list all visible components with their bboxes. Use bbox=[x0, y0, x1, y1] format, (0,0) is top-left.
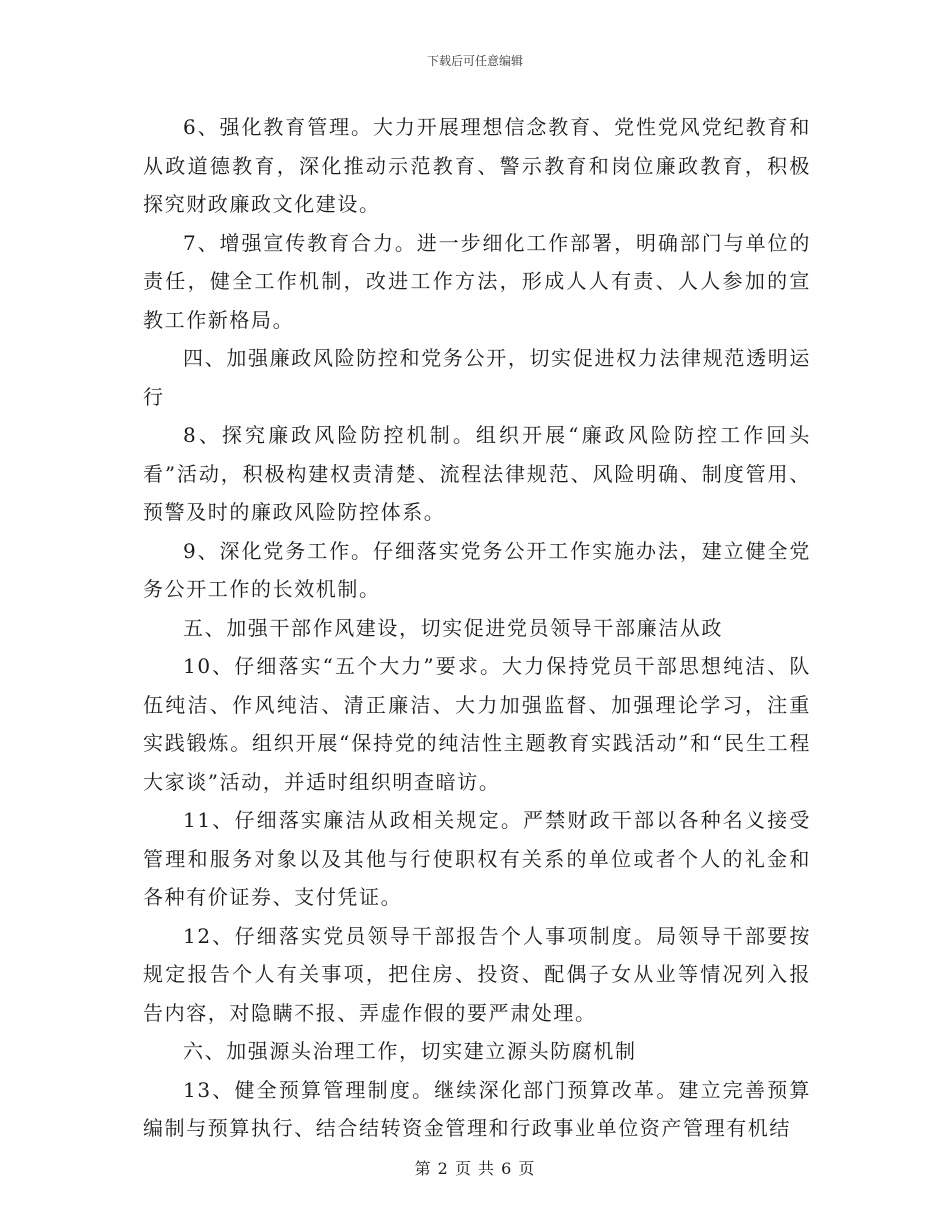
paragraph-9: 9、深化党务工作。仔细落实党务公开工作实施办法，建立健全党务公开工作的长效机制。 bbox=[143, 538, 811, 601]
paragraph-12: 12、仔细落实党员领导干部报告个人事项制度。局领导干部要按规定报告个人有关事项，把住房、投资、配偶子女从业等情况列入报告内容，对隐瞒不报、弄虚作假的要严肃处理。 bbox=[143, 923, 811, 1025]
paragraph-7: 7、增强宣传教育合力。进一步细化工作部署，明确部门与单位的责任，健全工作机制，改进工作方法，形成人人有责、人人参加的宣教工作新格局。 bbox=[143, 230, 811, 332]
page-header-note: 下载后可任意编辑 bbox=[426, 54, 523, 68]
paragraph-8: 8、探究廉政风险防控机制。组织开展“廉政风险防控工作回头看”活动，积极构建权责清楚、流程法律规范、风险明确、制度管用、预警及时的廉政风险防控体系。 bbox=[143, 423, 811, 524]
page-number-footer: 第 2 页 共 6 页 bbox=[414, 1159, 536, 1178]
paragraph-6: 6、强化教育管理。大力开展理想信念教育、党性党风党纪教育和从政道德教育，深化推动示范教育、警示教育和岗位廉政教育，积极探究财政廉政文化建设。 bbox=[143, 115, 811, 216]
section-heading-6: 六、加强源头治理工作，切实建立源头防腐机制 bbox=[183, 1039, 637, 1063]
section-heading-4: 四、加强廉政风险防控和党务公开，切实促进权力法律规范透明运行 bbox=[143, 346, 811, 409]
section-heading-5: 五、加强干部作风建设，切实促进党员领导干部廉洁从政 bbox=[183, 615, 723, 640]
document-body bbox=[143, 108, 811, 1148]
paragraph-10: 10、仔细落实“五个大力”要求。大力保持党员干部思想纯洁、队伍纯洁、作风纯洁、清正廉洁、大力加强监督、加强理论学习，注重实践锻炼。组织开展“保持党的纯洁性主题教育实践活动”和“民生工程大家谈”活动，并适时组织明查暗访。 bbox=[143, 654, 811, 794]
paragraph-11: 11、仔细落实廉洁从政相关规定。严禁财政干部以各种名义接受管理和服务对象以及其他与行使职权有关系的单位或者个人的礼金和各种有价证券、支付凭证。 bbox=[143, 808, 811, 909]
paragraph-13: 13、健全预算管理制度。继续深化部门预算改革。建立完善预算编制与预算执行、结合结转资金管理和行政事业单位资产管理有机结 bbox=[143, 1077, 811, 1140]
